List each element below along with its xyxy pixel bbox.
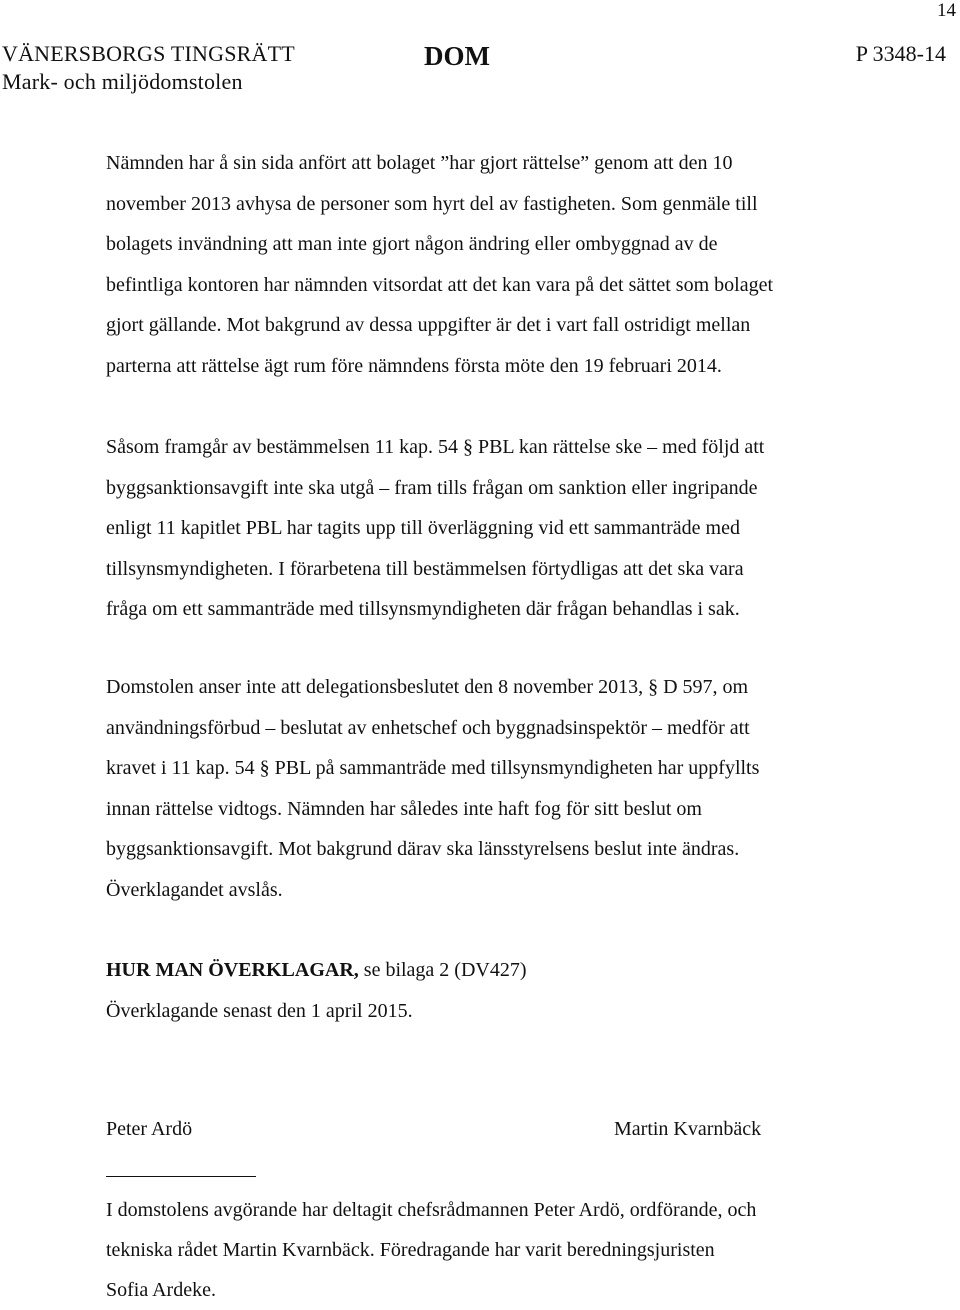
- paragraph-1: [106, 143, 896, 386]
- appeal-reference: se bilaga 2 (DV427): [358, 959, 527, 981]
- appeal-line: [106, 950, 896, 991]
- paragraph-3: [106, 667, 896, 910]
- signature-divider: [106, 1176, 256, 1177]
- footer-note: I domstolens avgörande har deltagit chefsrådmannen Peter Ardö, ordförande, och tekniska rådet Martin Kvarnbäck. Föredragande har varit beredningsjuristen Sofia Ardeke.: [106, 1199, 757, 1301]
- page-number: 14: [937, 0, 956, 21]
- appeal-deadline: Överklagande senast den 1 april 2015.: [106, 999, 413, 1022]
- appeal-section: [106, 950, 896, 1031]
- case-number: P 3348-14: [855, 41, 946, 66]
- court-name-line1: VÄNERSBORGS TINGSRÄTT: [2, 41, 295, 66]
- paragraph-text: Såsom framgår av bestämmelsen 11 kap. 54 § PBL kan rättelse ske – med följd att byggsanktionsavgift inte ska utgå – fram tills frågan om sanktion eller ingripande enligt 11 kapitlet PBL har tagits upp till överläggning vid ett sammanträde med tillsynsmyndigheten. I förarbetena till bestämmelsen förtydligas att det ska vara fråga om ett sammanträde med tillsynsmyndigheten där frågan behandlas i sak.: [106, 436, 765, 620]
- court-name-line2: Mark- och miljödomstolen: [2, 69, 243, 94]
- signature-left: Peter Ardö: [106, 1118, 193, 1140]
- paragraph-text: Nämnden har å sin sida anfört att bolaget ”har gjort rättelse” genom att den 10 november 2013 avhysa de personer som hyrt del av fastigheten. Som genmäle till bolagets invändning att man inte gjort någon ändring eller ombyggnad av de befintliga kontoren har nämnden vitsordat att det kan vara på det sättet som bolaget gjort gällande. Mot bakgrund av dessa uppgifter är det i vart fall ostridigt mellan parterna att rättelse ägt rum före nämndens första möte den 19 februari 2014.: [106, 152, 774, 377]
- paragraph-2: [106, 427, 896, 630]
- signature-right: Martin Kvarnbäck: [614, 1118, 762, 1140]
- paragraph-text: Domstolen anser inte att delegationsbeslutet den 8 november 2013, § D 597, om användningsförbud – beslutat av enhetschef och byggnadsinspektör – medför att kravet i 11 kap. 54 § PBL på sammanträde med tillsynsmyndigheten har uppfyllts innan rättelse vidtogs. Nämnden har således inte haft fog för sitt beslut om byggsanktionsavgift. Mot bakgrund därav ska länsstyrelsens beslut inte ändras. Överklagandet avslås.: [106, 676, 760, 901]
- appeal-heading: HUR MAN ÖVERKLAGAR,: [106, 959, 359, 981]
- court-name: [2, 40, 295, 96]
- document-type: DOM: [424, 41, 490, 71]
